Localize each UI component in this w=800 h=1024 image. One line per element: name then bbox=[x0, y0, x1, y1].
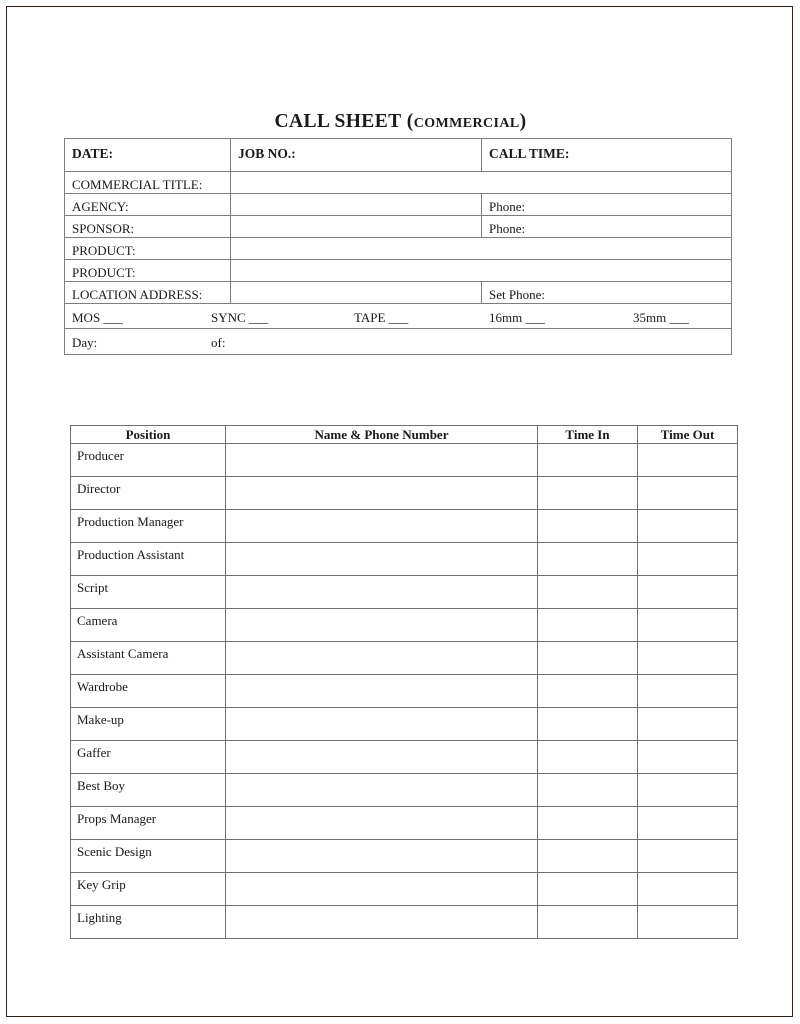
table-row bbox=[71, 906, 738, 939]
info-row-day-of bbox=[65, 329, 732, 355]
input-sponsor[interactable] bbox=[231, 216, 482, 238]
name-phone-value bbox=[226, 444, 537, 449]
value-commercial-title bbox=[231, 172, 731, 177]
info-row-sponsor bbox=[65, 216, 732, 238]
input-agency-phone[interactable] bbox=[482, 194, 732, 216]
time-out-value bbox=[638, 609, 737, 614]
cell-time-out[interactable] bbox=[638, 576, 738, 609]
input-product-1[interactable] bbox=[231, 238, 732, 260]
time-out-value bbox=[638, 675, 737, 680]
column-header-time-in: Time In bbox=[538, 426, 638, 444]
cell-name-phone[interactable] bbox=[226, 576, 538, 609]
value-location-address bbox=[231, 282, 481, 287]
name-phone-value bbox=[226, 477, 537, 482]
position-label: Make-up bbox=[77, 712, 124, 727]
crew-table-body bbox=[71, 444, 738, 939]
name-phone-value bbox=[226, 840, 537, 845]
position-label: Producer bbox=[77, 448, 124, 463]
time-out-value bbox=[638, 543, 737, 548]
day-of-cell bbox=[65, 329, 732, 355]
table-row bbox=[71, 708, 738, 741]
input-sponsor-phone[interactable] bbox=[482, 216, 732, 238]
cell-position bbox=[71, 477, 226, 510]
cell-name-phone[interactable] bbox=[226, 774, 538, 807]
position-label: Scenic Design bbox=[77, 844, 152, 859]
cell-time-in[interactable] bbox=[538, 774, 638, 807]
time-out-value bbox=[638, 840, 737, 845]
input-commercial-title[interactable] bbox=[231, 172, 732, 194]
input-set-phone[interactable] bbox=[482, 282, 732, 304]
cell-time-in[interactable] bbox=[538, 675, 638, 708]
time-in-value bbox=[538, 807, 637, 812]
cell-time-out[interactable] bbox=[638, 642, 738, 675]
time-out-value bbox=[638, 444, 737, 449]
cell-position bbox=[71, 543, 226, 576]
name-phone-value bbox=[226, 807, 537, 812]
column-header-position: Position bbox=[71, 426, 226, 444]
name-phone-value bbox=[226, 609, 537, 614]
time-in-value bbox=[538, 741, 637, 746]
column-header-time-out: Time Out bbox=[638, 426, 738, 444]
info-row-commercial-title bbox=[65, 172, 732, 194]
cell-time-in[interactable] bbox=[538, 444, 638, 477]
table-row bbox=[71, 477, 738, 510]
column-header-name-phone: Name & Phone Number bbox=[226, 426, 538, 444]
cell-time-out[interactable] bbox=[638, 675, 738, 708]
label-agency-phone: Phone: bbox=[489, 199, 526, 214]
table-row bbox=[71, 576, 738, 609]
label-agency bbox=[65, 194, 231, 216]
title-subtitle: commercial bbox=[413, 111, 520, 132]
cell-name-phone[interactable] bbox=[226, 807, 538, 840]
format-option-sync[interactable]: SYNC ___ bbox=[211, 310, 269, 325]
cell-name-phone[interactable] bbox=[226, 741, 538, 774]
position-label: Camera bbox=[77, 613, 118, 628]
cell-time-in[interactable] bbox=[538, 642, 638, 675]
time-in-value bbox=[538, 642, 637, 647]
position-label: Director bbox=[77, 481, 121, 496]
format-option-tape[interactable]: TAPE ___ bbox=[354, 310, 409, 325]
field-job-no-label: JOB NO.: bbox=[238, 146, 296, 161]
label-product-1 bbox=[65, 238, 231, 260]
time-in-value bbox=[538, 708, 637, 713]
cell-time-in[interactable] bbox=[538, 609, 638, 642]
time-in-value bbox=[538, 675, 637, 680]
cell-time-in[interactable] bbox=[538, 708, 638, 741]
cell-time-out[interactable] bbox=[638, 444, 738, 477]
time-in-value bbox=[538, 444, 637, 449]
cell-time-in[interactable] bbox=[538, 543, 638, 576]
cell-time-in[interactable] bbox=[538, 840, 638, 873]
field-call-time-label: CALL TIME: bbox=[489, 146, 570, 161]
cell-time-out[interactable] bbox=[638, 906, 738, 939]
position-label: Key Grip bbox=[77, 877, 126, 892]
name-phone-value bbox=[226, 774, 537, 779]
cell-name-phone[interactable] bbox=[226, 609, 538, 642]
crew-table-header-row bbox=[71, 426, 738, 444]
cell-time-out[interactable] bbox=[638, 807, 738, 840]
cell-name-phone[interactable] bbox=[226, 543, 538, 576]
name-phone-value bbox=[226, 675, 537, 680]
format-option-mos[interactable]: MOS ___ bbox=[72, 310, 123, 325]
position-label: Wardrobe bbox=[77, 679, 128, 694]
time-in-value bbox=[538, 774, 637, 779]
time-in-value bbox=[538, 510, 637, 515]
cell-position bbox=[71, 906, 226, 939]
page-surface bbox=[7, 7, 792, 1016]
label-set-phone: Set Phone: bbox=[489, 287, 545, 302]
table-row bbox=[71, 510, 738, 543]
info-row-agency bbox=[65, 194, 732, 216]
cell-name-phone[interactable] bbox=[226, 444, 538, 477]
time-in-value bbox=[538, 543, 637, 548]
label-commercial-title-text: COMMERCIAL TITLE: bbox=[72, 177, 203, 192]
page-title bbox=[7, 111, 794, 133]
time-out-value bbox=[638, 708, 737, 713]
cell-name-phone[interactable] bbox=[226, 642, 538, 675]
cell-position bbox=[71, 609, 226, 642]
table-row bbox=[71, 444, 738, 477]
label-sponsor-text: SPONSOR: bbox=[72, 221, 135, 236]
cell-position bbox=[71, 444, 226, 477]
cell-name-phone[interactable] bbox=[226, 675, 538, 708]
name-phone-value bbox=[226, 873, 537, 878]
position-label: Production Manager bbox=[77, 514, 184, 529]
cell-time-in[interactable] bbox=[538, 741, 638, 774]
time-out-value bbox=[638, 807, 737, 812]
label-location-address bbox=[65, 282, 231, 304]
cell-time-in[interactable] bbox=[538, 906, 638, 939]
time-out-value bbox=[638, 906, 737, 911]
position-label: Props Manager bbox=[77, 811, 157, 826]
cell-name-phone[interactable] bbox=[226, 477, 538, 510]
cell-name-phone[interactable] bbox=[226, 873, 538, 906]
cell-position bbox=[71, 840, 226, 873]
cell-time-in[interactable] bbox=[538, 576, 638, 609]
day-of-strip bbox=[65, 329, 731, 354]
name-phone-value bbox=[226, 906, 537, 911]
format-options-cell bbox=[65, 304, 732, 329]
table-row bbox=[71, 642, 738, 675]
value-product-2 bbox=[231, 260, 731, 265]
name-phone-value bbox=[226, 576, 537, 581]
input-product-2[interactable] bbox=[231, 260, 732, 282]
cell-position bbox=[71, 741, 226, 774]
cell-time-out[interactable] bbox=[638, 774, 738, 807]
title-main: CALL SHEET bbox=[274, 111, 402, 132]
name-phone-value bbox=[226, 642, 537, 647]
time-in-value bbox=[538, 609, 637, 614]
format-option-35mm[interactable]: 35mm ___ bbox=[633, 310, 689, 325]
time-in-value bbox=[538, 873, 637, 878]
value-agency bbox=[231, 194, 481, 199]
time-out-value bbox=[638, 774, 737, 779]
position-label: Production Assistant bbox=[77, 547, 185, 562]
cell-time-out[interactable] bbox=[638, 477, 738, 510]
time-in-value bbox=[538, 906, 637, 911]
crew-call-table bbox=[70, 425, 738, 939]
cell-position bbox=[71, 675, 226, 708]
position-label: Script bbox=[77, 580, 109, 595]
value-sponsor bbox=[231, 216, 481, 221]
document-page bbox=[6, 6, 793, 1017]
table-row bbox=[71, 807, 738, 840]
field-job-no[interactable] bbox=[231, 139, 482, 172]
cell-time-out[interactable] bbox=[638, 741, 738, 774]
cell-position bbox=[71, 873, 226, 906]
time-in-value bbox=[538, 576, 637, 581]
cell-name-phone[interactable] bbox=[226, 510, 538, 543]
label-of[interactable]: of: bbox=[211, 335, 226, 350]
label-day[interactable]: Day: bbox=[72, 335, 98, 350]
table-row bbox=[71, 609, 738, 642]
table-row bbox=[71, 543, 738, 576]
name-phone-value bbox=[226, 708, 537, 713]
info-row-product-2 bbox=[65, 260, 732, 282]
info-row-location-address bbox=[65, 282, 732, 304]
info-row-date bbox=[65, 139, 732, 172]
position-label: Assistant Camera bbox=[77, 646, 169, 661]
title-paren-close: ) bbox=[519, 111, 527, 132]
time-out-value bbox=[638, 576, 737, 581]
cell-time-in[interactable] bbox=[538, 510, 638, 543]
time-out-value bbox=[638, 873, 737, 878]
info-row-format bbox=[65, 304, 732, 329]
cell-time-out[interactable] bbox=[638, 873, 738, 906]
info-row-product-1 bbox=[65, 238, 732, 260]
cell-position bbox=[71, 510, 226, 543]
position-label: Best Boy bbox=[77, 778, 126, 793]
name-phone-value bbox=[226, 510, 537, 515]
value-product-1 bbox=[231, 238, 731, 243]
position-label: Lighting bbox=[77, 910, 122, 925]
time-out-value bbox=[638, 510, 737, 515]
cell-position bbox=[71, 576, 226, 609]
label-commercial-title bbox=[65, 172, 231, 194]
field-date[interactable] bbox=[65, 139, 231, 172]
cell-time-in[interactable] bbox=[538, 477, 638, 510]
cell-time-out[interactable] bbox=[638, 543, 738, 576]
format-options-strip bbox=[65, 304, 731, 328]
cell-time-in[interactable] bbox=[538, 873, 638, 906]
cell-time-out[interactable] bbox=[638, 708, 738, 741]
cell-time-out[interactable] bbox=[638, 609, 738, 642]
title-paren-open: ( bbox=[401, 111, 414, 132]
time-out-value bbox=[638, 642, 737, 647]
label-location-address-text: LOCATION ADDRESS: bbox=[72, 287, 203, 302]
time-out-value bbox=[638, 741, 737, 746]
label-product-2 bbox=[65, 260, 231, 282]
label-product-2-text: PRODUCT: bbox=[72, 265, 136, 280]
table-row bbox=[71, 873, 738, 906]
label-sponsor-phone: Phone: bbox=[489, 221, 526, 236]
name-phone-value bbox=[226, 741, 537, 746]
label-product-1-text: PRODUCT: bbox=[72, 243, 136, 258]
cell-time-out[interactable] bbox=[638, 510, 738, 543]
cell-time-out[interactable] bbox=[638, 840, 738, 873]
time-out-value bbox=[638, 477, 737, 482]
cell-name-phone[interactable] bbox=[226, 708, 538, 741]
cell-position bbox=[71, 708, 226, 741]
cell-position bbox=[71, 774, 226, 807]
field-date-label: DATE: bbox=[72, 146, 114, 161]
table-row bbox=[71, 675, 738, 708]
time-in-value bbox=[538, 840, 637, 845]
cell-position bbox=[71, 642, 226, 675]
input-agency[interactable] bbox=[231, 194, 482, 216]
table-row bbox=[71, 741, 738, 774]
call-sheet-info-table bbox=[64, 138, 732, 355]
cell-position bbox=[71, 807, 226, 840]
name-phone-value bbox=[226, 543, 537, 548]
table-row bbox=[71, 774, 738, 807]
position-label: Gaffer bbox=[77, 745, 111, 760]
field-call-time[interactable] bbox=[482, 139, 732, 172]
label-sponsor bbox=[65, 216, 231, 238]
table-row bbox=[71, 840, 738, 873]
cell-name-phone[interactable] bbox=[226, 840, 538, 873]
format-option-16mm[interactable]: 16mm ___ bbox=[489, 310, 545, 325]
input-location-address[interactable] bbox=[231, 282, 482, 304]
cell-name-phone[interactable] bbox=[226, 906, 538, 939]
label-agency-text: AGENCY: bbox=[72, 199, 129, 214]
cell-time-in[interactable] bbox=[538, 807, 638, 840]
time-in-value bbox=[538, 477, 637, 482]
